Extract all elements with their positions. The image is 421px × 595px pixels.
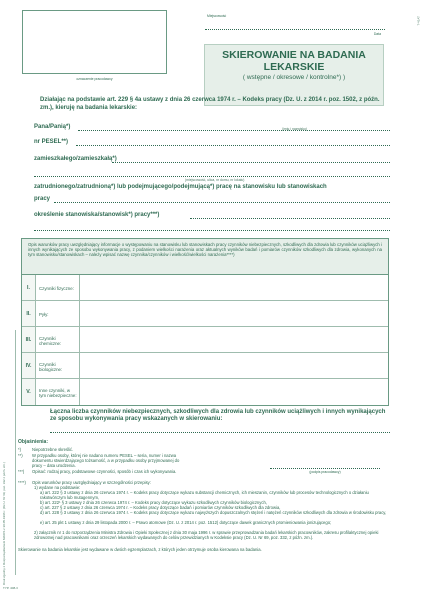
date-label: Data [373,32,381,36]
place-date-line [205,29,385,30]
row-label: Inne czynniki, w tym niebezpieczne: [36,379,80,405]
final-note: Skierowanie na badania lekarskie jest wydawane w dwóch egzemplarzach, z których jeden otrzymuje osoba kierowana na badania. [18,547,262,552]
total-factors-field[interactable] [50,432,390,433]
row-number: I. [22,275,36,300]
signature-label: (podpis pracodawcy) [309,470,341,474]
note-text: Opis warunków pracy uwzględniający w szczególności przepisy: [32,480,151,485]
name-hint: (imię i nazwisko) [282,127,308,131]
employment-label: zatrudnionego/zatrudnioną*) lub podejmującego/podejmującą*) pracę na stanowisku lub stanowiskach [34,184,327,190]
address-hint: (miejscowość, ulica, nr domu, nr lokalu) [185,178,245,182]
page-title: SKIEROWANIE NA BADANIA LEKARSKIE [222,49,366,73]
work-conditions-table [21,238,389,406]
legal-basis: Działając na podstawie art. 229 § 4a ustawy z dnia 26 czerwca 1974 r. – Kodeks pracy (Dz. U. z 2014 r. poz. 1502, z późn. zm.), kieruję na badania lekarskie: [40,97,380,111]
note-text: Opisać: rodzaj pracy, podstawowe czynności, sposób i czas ich wykonywania. [32,469,177,474]
place-label: Miejscowość [207,14,227,18]
table-header: Opis warunków pracy uwzględniający informacje o występowaniu na stanowisku lub stanowiskach pracy czynników niebezpiecznych, szkodliwych dla zdrowia lub czynników uciążliwych i innych wynikających ze sposobu wykonywania pracy, z podaniem wielkości narażenia oraz aktualnych wyników badań i pomiarów czynników szkodliwych dla zdrowia, wykonanych na tym stanowisku/stanowiskach – należy wpisać nazwę czynnika/czynników i wielkość/wielkości narażenia****) [22,239,388,275]
address-field-2[interactable] [34,176,390,177]
note-mark: **) [18,453,23,458]
note-text: Niepotrzebne skreślić. [32,447,74,452]
employer-stamp-label: oznaczenie pracodawcy [76,77,113,81]
pesel-field[interactable] [76,145,390,146]
left-margin-rule [15,330,16,575]
table-row [22,275,388,301]
note-subitem: e) art. 25 pkt 1 ustawy z dnia 29 listopada 2000 r. – Prawo atomowe (Dz. U. z 2014 r. poz. 1512) dotyczące dawek granicznych promieniowania jonizującego; [40,520,332,525]
note-subitem: b) art. 222¹ § 3 ustawy z dnia 26 czerwca 1974 r. – Kodeks pracy dotyczące wykazu szkodliwych czynników biologicznych, [40,500,267,505]
explanations-heading: Objaśnienia: [18,439,49,445]
work-field[interactable] [54,202,390,203]
address-field[interactable] [112,162,390,163]
position-label: określenie stanowiska/stanowisk*) pracy***) [34,212,160,218]
note-mark: *) [18,447,22,452]
note-mark: ****) [18,480,26,485]
row-label: Czynniki fizyczne: [36,275,80,300]
row-label: Pyły: [36,301,80,326]
row-label: Czynniki chemiczne: [36,327,80,352]
position-field[interactable] [190,218,390,219]
name-label: Pana/Panią*) [34,124,71,130]
note-subitem: c) art. 227 § 2 ustawy z dnia 26 czerwca 1974 r. – Kodeks pracy dotyczące badań i pomiarów czynników szkodliwych dla zdrowia, [40,505,281,510]
table-row [22,301,388,327]
biological-factors-field[interactable] [80,353,388,378]
chemical-factors-field[interactable] [80,327,388,352]
page-subtitle: ( wstępne / okresowe / kontrolne*) ) [242,74,346,81]
note-mark: ***) [18,469,25,474]
dust-field[interactable] [80,301,388,326]
total-factors-label: Łączna liczba czynników niebezpiecznych, szkodliwych dla zdrowia lub czynników uciążliwych i innych wynikających ze sposobu wykonywania pracy wskazanych w skierowaniu: [50,409,386,422]
table-row [22,379,388,405]
table-row [22,353,388,379]
side-print-code: TYP. 408-3 [3,586,18,590]
pesel-label: nr PESEL**) [34,139,69,145]
note-subitem: d) art. 228 § 3 ustawy z dnia 26 czerwca 1974 r. – Kodeks pracy dotyczące wykazu najwyższych dopuszczalnych stężeń i natężeń czynników szkodliwych dla zdrowia w środowisku pracy, [40,510,387,515]
row-number: II. [22,301,36,326]
other-factors-field[interactable] [80,379,388,405]
physical-factors-field[interactable] [80,275,388,300]
note-subitem: a) art. 222 § 3 ustawy z dnia 26 czerwca 1974 r. – Kodeks pracy dotyczące wykazu substancji chemicznych, ich mieszanin, czynników lub procesów technologicznych o działaniu rakotwórczym lub mutagennym, [40,490,369,500]
place-date-area[interactable] [205,14,385,36]
name-field[interactable] [78,130,390,131]
signature-line[interactable] [270,468,380,469]
document-code: T-41AT [417,16,421,26]
address-label: zamieszkałego/zamieszkałą*) [34,156,117,162]
employer-stamp-box[interactable] [22,10,167,74]
side-print-text: Druk zgodny z Rozporządzeniem MZiOS z 30.05.1996 r. (Dz.U. Nr 69, poz. 332 z późn. zm.) [2,462,6,585]
row-number: V. [22,379,36,405]
table-row [22,327,388,353]
row-number: IV. [22,353,36,378]
side-print-note [2,445,12,585]
position-field-2[interactable] [34,230,390,231]
row-number: III. [22,327,36,352]
note-text: W przypadku osoby, której nie nadano numeru PESEL – seria, numer i nazwa dokumentu stwierdzającego tożsamość, a w przypadku osoby przyjmowanej do pracy – data urodzenia. [32,453,180,468]
work-label: pracy [34,196,51,202]
note-subitem: 1) wydane na podstawie: [34,485,81,490]
note-subitem: 2) załącznik nr 1 do rozporządzenia Ministra Zdrowia i Opieki Społecznej z dnia 30 maja 1996 r. w sprawie przeprowadzania badań lekarskich pracowników, zakresu profilaktycznej opieki zdrowotnej nad pracownikami oraz orzeczeń lekarskich wydawanych do celów przewidzianych w Kodeksie pracy (Dz. U. Nr 69, poz. 332, z późn. zm.). [34,530,379,540]
row-label: Czynniki biologiczne: [36,353,80,378]
